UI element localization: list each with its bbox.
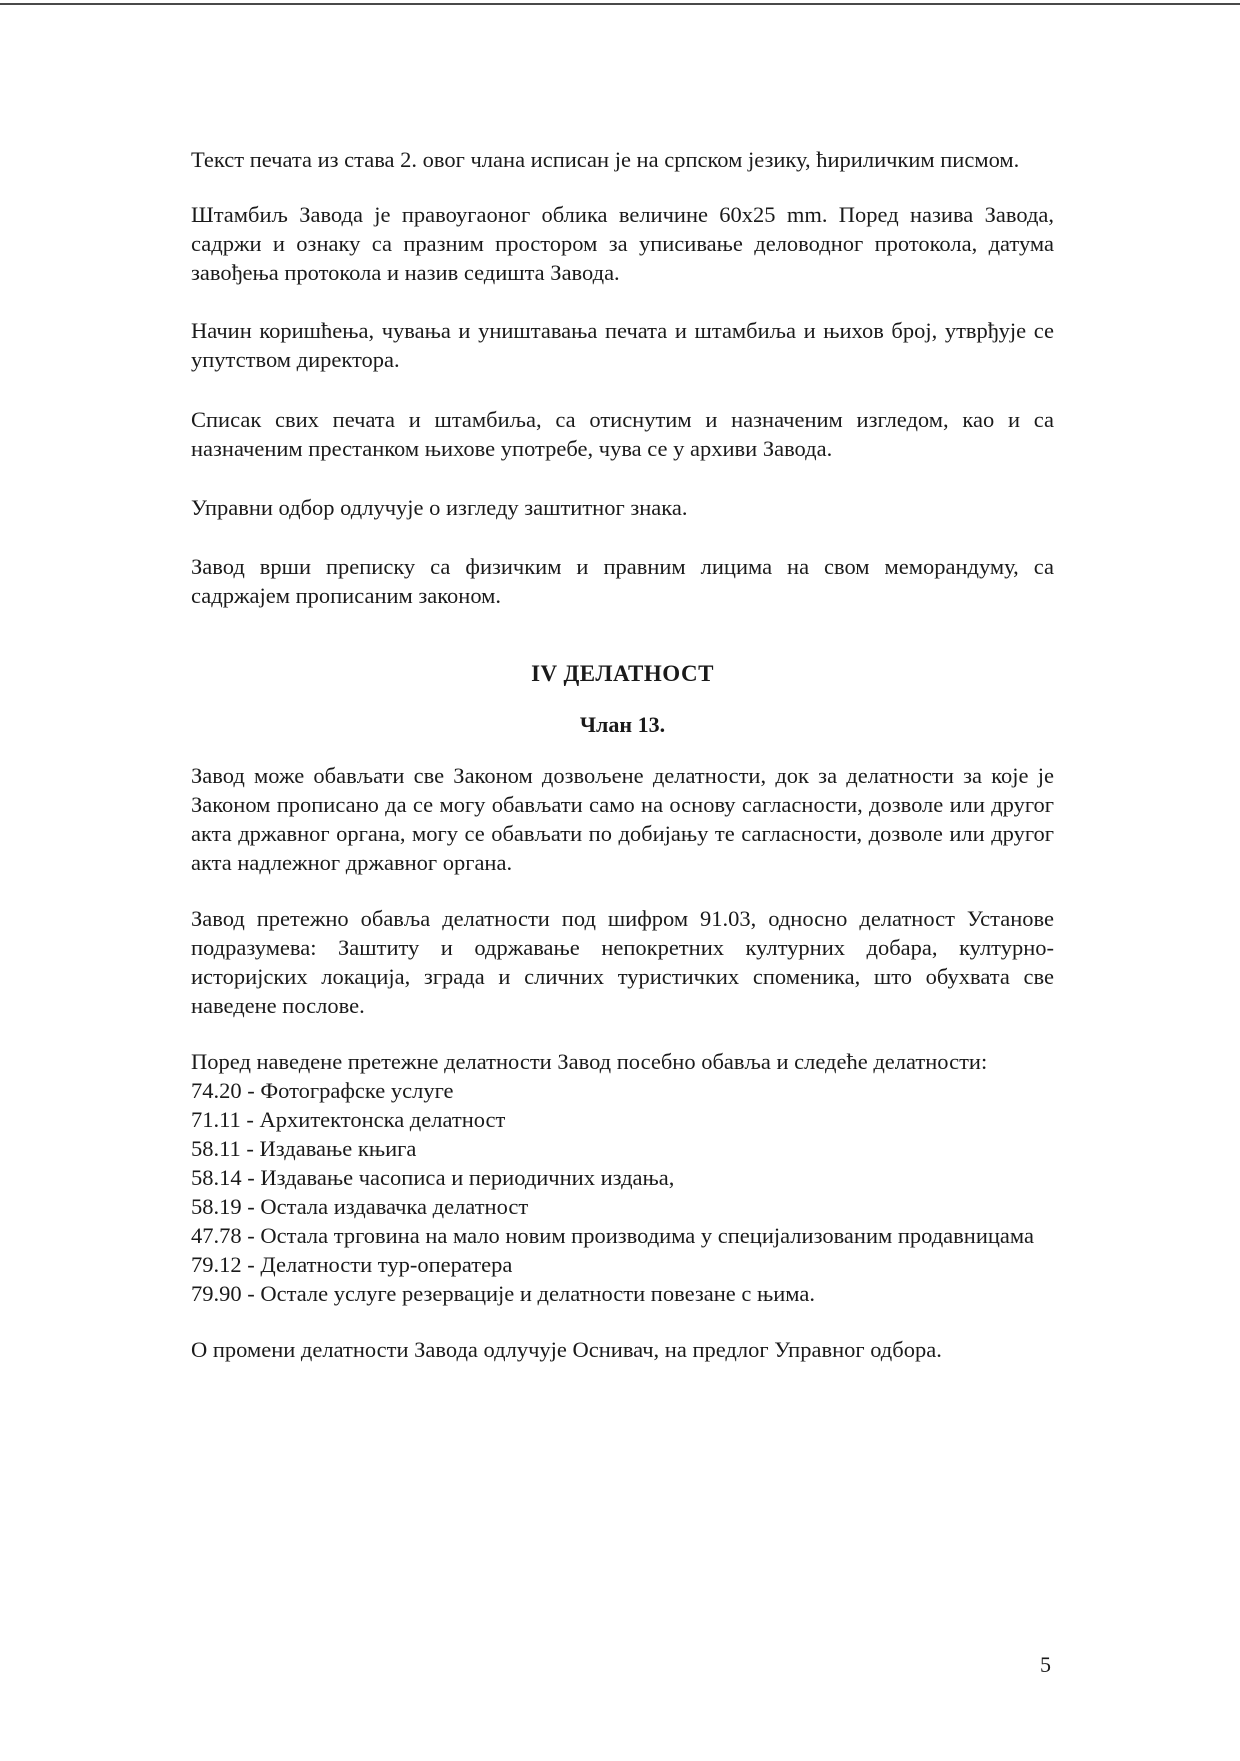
paragraph-seal-usage: Начин коришћења, чувања и уништавања печата и штамбиља и њихов број, утврђује се упутством директора.: [191, 318, 1054, 372]
activity-name: Издавање књига: [259, 1136, 417, 1161]
activity-code: 47.78 -: [191, 1223, 261, 1248]
paragraph-seal-text: Текст печата из става 2. овог члана исписан је на српском језику, ћириличким писмом.: [191, 147, 1020, 172]
activity-code: 74.20 -: [191, 1078, 261, 1103]
paragraph-protective-sign: Управни одбор одлучује о изгледу заштитног знака.: [191, 495, 688, 520]
paragraph-seal-list: Списак свих печата и штамбиља, са отиснутим и назначеним изгледом, као и са назначеним престанком њихове употребе, чува се у архиви Завода.: [191, 407, 1054, 461]
activity-name: Издавање часописа и периодичних издања,: [260, 1165, 675, 1190]
list-item: [191, 1192, 1054, 1221]
list-item: [191, 1250, 1054, 1279]
list-intro: Поред наведене претежне делатности Завод посебно обавља и следеће делатности:: [191, 1049, 988, 1074]
list-item: [191, 1221, 1054, 1250]
activity-name: Остале услуге резервације и делатности повезане с њима.: [260, 1281, 815, 1306]
paragraph-change-of-activity: О промени делатности Завода одлучује Оснивач, на предлог Управног одбора.: [191, 1337, 942, 1362]
activity-name: Остала трговина на мало новим производима у специјализованим продавницама: [260, 1223, 1034, 1248]
list-item: [191, 1076, 1054, 1105]
activity-code: 71.11 -: [191, 1107, 260, 1132]
activity-code: 79.12 -: [191, 1252, 261, 1277]
activity-code: 79.90 -: [191, 1281, 261, 1306]
activity-name: Остала издавачка делатност: [260, 1194, 529, 1219]
section-heading: IV ДЕЛАТНОСТ: [531, 661, 714, 686]
activity-name: Делатности тур-оператера: [260, 1252, 513, 1277]
list-item: [191, 1279, 1054, 1308]
activity-code: 58.19 -: [191, 1194, 261, 1219]
activity-code: 58.14 -: [191, 1165, 261, 1190]
list-item: [191, 1105, 1054, 1134]
paragraph-primary-activity: Завод претежно обавља делатности под шифром 91.03, односно делатност Установе подразумева: Заштиту и одржавање непокретних културних добара, културно-историјских локација, зграда и сличних туристичких споменика, што обухвата све наведене послове.: [191, 906, 1054, 1018]
activity-code: 58.11 -: [191, 1136, 260, 1161]
paragraph-permitted-activities: Завод може обављати све Законом дозвољене делатности, док за делатности за које је Законом прописано да се могу обављати само на основу сагласности, дозволе или другог акта државног органа, могу се обављати по добијању те сагласности, дозволе или другог акта надлежног државног органа.: [191, 763, 1054, 875]
activity-name: Архитектонска делатност: [259, 1107, 506, 1132]
paragraph-correspondence: Завод врши преписку са физичким и правним лицима на свом меморандуму, са садржајем прописаним законом.: [191, 554, 1054, 608]
paragraph-stamp: Штамбиљ Завода је правоугаоног облика величине 60x25 mm. Поред назива Завода, садржи и ознаку са празним простором за уписивање деловодног протокола, датума завођења протокола и назив седишта Завода.: [191, 202, 1054, 285]
list-item: [191, 1163, 1054, 1192]
activity-name: Фотографске услуге: [260, 1078, 454, 1103]
list-item: [191, 1134, 1054, 1163]
scan-top-edge: [0, 3, 1240, 5]
activities-list: [191, 1076, 1054, 1308]
article-heading: Члан 13.: [579, 712, 666, 737]
page-number: 5: [1040, 1652, 1051, 1677]
document-page: [191, 145, 1054, 1364]
